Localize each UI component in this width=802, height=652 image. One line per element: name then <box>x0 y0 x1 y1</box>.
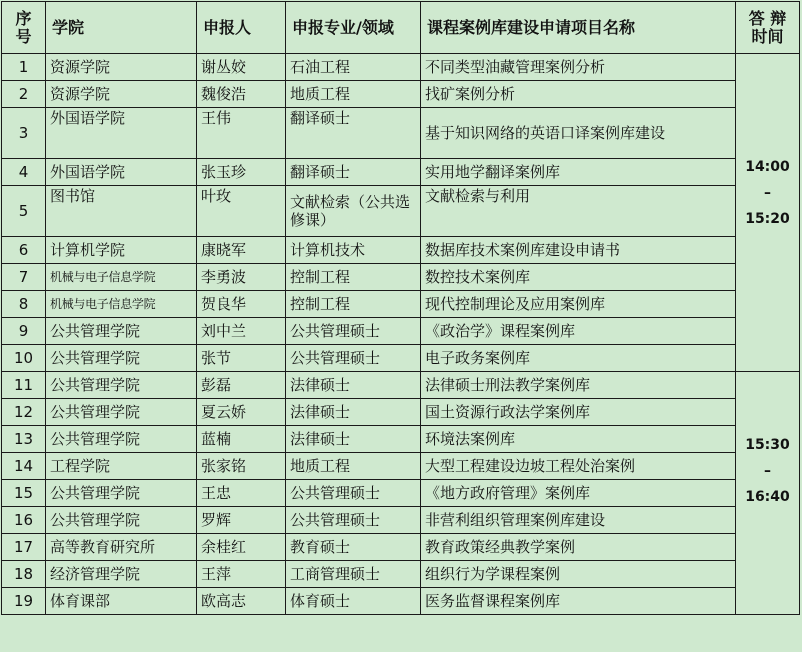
cell-major: 公共管理硕士 <box>286 507 421 534</box>
cell-project: 基于知识网络的英语口译案例库建设 <box>421 108 736 159</box>
cell-no: 6 <box>2 237 46 264</box>
cell-dept: 公共管理学院 <box>46 318 197 345</box>
table-row <box>2 186 800 237</box>
cell-major: 体育硕士 <box>286 588 421 615</box>
cell-dept: 外国语学院 <box>46 108 197 159</box>
cell-applicant: 王萍 <box>197 561 286 588</box>
header-dept: 学院 <box>46 2 197 54</box>
cell-dept: 工程学院 <box>46 453 197 480</box>
cell-major: 公共管理硕士 <box>286 480 421 507</box>
cell-major: 计算机技术 <box>286 237 421 264</box>
header-row <box>2 2 800 54</box>
cell-no: 19 <box>2 588 46 615</box>
cell-project: 环境法案例库 <box>421 426 736 453</box>
cell-no: 5 <box>2 186 46 237</box>
cell-applicant: 夏云娇 <box>197 399 286 426</box>
defense-schedule-table <box>1 1 800 615</box>
cell-project: 组织行为学课程案例 <box>421 561 736 588</box>
cell-project: 教育政策经典教学案例 <box>421 534 736 561</box>
table-row <box>2 318 800 345</box>
cell-project: 找矿案例分析 <box>421 81 736 108</box>
table-row <box>2 453 800 480</box>
cell-no: 11 <box>2 372 46 399</box>
cell-no: 1 <box>2 54 46 81</box>
cell-no: 12 <box>2 399 46 426</box>
cell-dept: 外国语学院 <box>46 159 197 186</box>
cell-no: 10 <box>2 345 46 372</box>
cell-project: 非营利组织管理案例库建设 <box>421 507 736 534</box>
cell-applicant: 贺良华 <box>197 291 286 318</box>
cell-no: 15 <box>2 480 46 507</box>
cell-dept: 图书馆 <box>46 186 197 237</box>
cell-major: 地质工程 <box>286 453 421 480</box>
cell-applicant: 李勇波 <box>197 264 286 291</box>
time-end: 16:40 <box>745 489 790 505</box>
cell-applicant: 彭磊 <box>197 372 286 399</box>
cell-dept: 公共管理学院 <box>46 345 197 372</box>
cell-project: 国土资源行政法学案例库 <box>421 399 736 426</box>
table-row <box>2 108 800 159</box>
cell-major: 工商管理硕士 <box>286 561 421 588</box>
table-row <box>2 159 800 186</box>
cell-project: 医务监督课程案例库 <box>421 588 736 615</box>
time-start: 15:30 <box>745 437 790 453</box>
table-row <box>2 507 800 534</box>
cell-project: 电子政务案例库 <box>421 345 736 372</box>
cell-major: 公共管理硕士 <box>286 345 421 372</box>
cell-no: 16 <box>2 507 46 534</box>
table-row <box>2 81 800 108</box>
cell-major: 法律硕士 <box>286 426 421 453</box>
cell-project: 《地方政府管理》案例库 <box>421 480 736 507</box>
cell-dept: 公共管理学院 <box>46 426 197 453</box>
cell-project: 现代控制理论及应用案例库 <box>421 291 736 318</box>
header-major: 申报专业/领域 <box>286 2 421 54</box>
cell-major: 文献检索（公共选修课） <box>286 186 421 237</box>
cell-no: 2 <box>2 81 46 108</box>
cell-major: 公共管理硕士 <box>286 318 421 345</box>
cell-dept: 资源学院 <box>46 81 197 108</box>
time-slot-1 <box>736 54 800 372</box>
cell-major: 翻译硕士 <box>286 159 421 186</box>
table-row <box>2 399 800 426</box>
cell-no: 9 <box>2 318 46 345</box>
cell-applicant: 张家铭 <box>197 453 286 480</box>
cell-major: 教育硕士 <box>286 534 421 561</box>
table-row <box>2 426 800 453</box>
header-no: 序号 <box>2 2 46 54</box>
table-row <box>2 480 800 507</box>
cell-applicant: 叶玫 <box>197 186 286 237</box>
cell-project: 大型工程建设边坡工程处治案例 <box>421 453 736 480</box>
cell-project: 《政治学》课程案例库 <box>421 318 736 345</box>
table-row <box>2 264 800 291</box>
cell-no: 14 <box>2 453 46 480</box>
cell-dept: 计算机学院 <box>46 237 197 264</box>
cell-project: 不同类型油藏管理案例分析 <box>421 54 736 81</box>
table-row <box>2 534 800 561</box>
cell-dept: 公共管理学院 <box>46 480 197 507</box>
cell-applicant: 王忠 <box>197 480 286 507</box>
table-row <box>2 291 800 318</box>
cell-applicant: 王伟 <box>197 108 286 159</box>
cell-major: 翻译硕士 <box>286 108 421 159</box>
cell-major: 法律硕士 <box>286 399 421 426</box>
cell-major: 石油工程 <box>286 54 421 81</box>
cell-no: 3 <box>2 108 46 159</box>
cell-no: 18 <box>2 561 46 588</box>
header-time: 答 辩 时间 <box>736 2 800 54</box>
header-applicant: 申报人 <box>197 2 286 54</box>
cell-major: 地质工程 <box>286 81 421 108</box>
cell-project: 数据库技术案例库建设申请书 <box>421 237 736 264</box>
cell-project: 数控技术案例库 <box>421 264 736 291</box>
time-slot-2 <box>736 372 800 615</box>
cell-dept: 公共管理学院 <box>46 372 197 399</box>
cell-major: 法律硕士 <box>286 372 421 399</box>
cell-applicant: 张节 <box>197 345 286 372</box>
time-end: 15:20 <box>745 211 790 227</box>
cell-dept: 公共管理学院 <box>46 507 197 534</box>
cell-no: 4 <box>2 159 46 186</box>
cell-project: 法律硕士刑法教学案例库 <box>421 372 736 399</box>
cell-dept: 经济管理学院 <box>46 561 197 588</box>
cell-applicant: 张玉珍 <box>197 159 286 186</box>
table-row <box>2 588 800 615</box>
table-row <box>2 372 800 399</box>
cell-applicant: 罗辉 <box>197 507 286 534</box>
time-sep: – <box>764 463 771 479</box>
time-sep: – <box>764 185 771 201</box>
table-row <box>2 54 800 81</box>
table-row <box>2 561 800 588</box>
time-start: 14:00 <box>745 159 790 175</box>
cell-major: 控制工程 <box>286 291 421 318</box>
cell-major: 控制工程 <box>286 264 421 291</box>
cell-project: 文献检索与利用 <box>421 186 736 237</box>
cell-applicant: 余桂红 <box>197 534 286 561</box>
cell-applicant: 欧高志 <box>197 588 286 615</box>
cell-no: 17 <box>2 534 46 561</box>
table-row <box>2 345 800 372</box>
cell-applicant: 刘中兰 <box>197 318 286 345</box>
cell-applicant: 谢丛姣 <box>197 54 286 81</box>
cell-project: 实用地学翻译案例库 <box>421 159 736 186</box>
cell-applicant: 康晓军 <box>197 237 286 264</box>
cell-no: 7 <box>2 264 46 291</box>
cell-no: 13 <box>2 426 46 453</box>
cell-dept: 高等教育研究所 <box>46 534 197 561</box>
cell-dept: 公共管理学院 <box>46 399 197 426</box>
cell-applicant: 魏俊浩 <box>197 81 286 108</box>
cell-dept: 机械与电子信息学院 <box>46 264 197 291</box>
cell-dept: 体育课部 <box>46 588 197 615</box>
table-row <box>2 237 800 264</box>
header-project: 课程案例库建设申请项目名称 <box>421 2 736 54</box>
cell-dept: 资源学院 <box>46 54 197 81</box>
cell-no: 8 <box>2 291 46 318</box>
cell-dept: 机械与电子信息学院 <box>46 291 197 318</box>
cell-applicant: 蓝楠 <box>197 426 286 453</box>
